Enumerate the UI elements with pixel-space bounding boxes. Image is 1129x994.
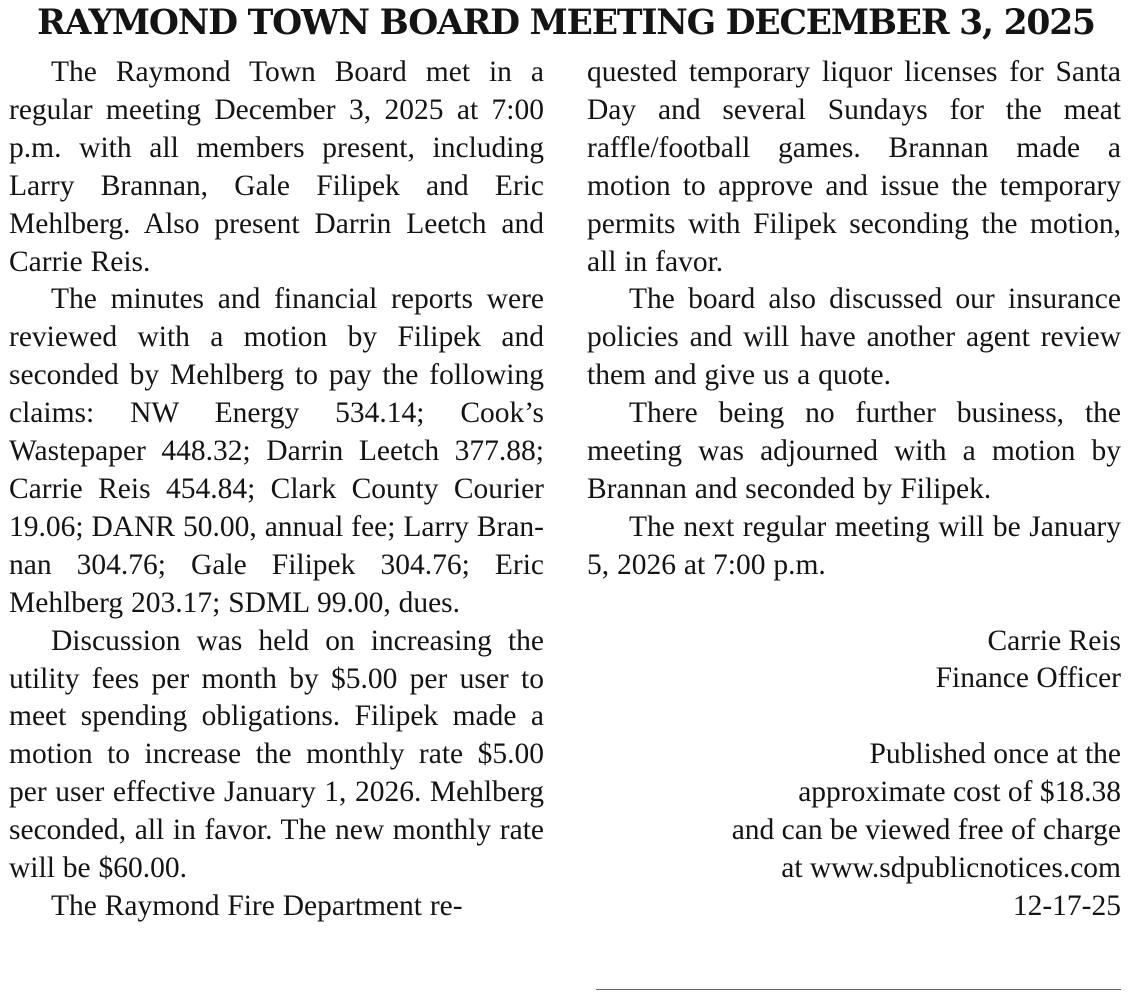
paragraph-fire-department-start: The Raymond Fire Department re- — [51, 889, 463, 922]
paragraph-next-meeting: The next regular meeting will be January 5, 2026 at 7:00 p.m. — [587, 510, 1121, 581]
paragraph-utility-fees: Discussion was held on increasing the utility fees per month by $5.00 per user to meet spending obligations. Filipek made a motion to increase the monthly rate $5.00 per user effective January 1, 2026. Mehlberg seconded, all in favor. The new monthly rate will be $60.00. — [9, 624, 544, 885]
publication-line-1: Published once at the — [869, 738, 1121, 771]
publication-line-2: approximate cost of $18.38 — [798, 776, 1121, 809]
closing-rule — [596, 989, 1121, 990]
paragraph-adjournment: There being no further business, the meeting was adjourned with a motion by Brannan and seconded by Filipek. — [587, 397, 1121, 505]
signature-name: Carrie Reis — [987, 624, 1121, 657]
paragraph-meeting-attendance: The Raymond Town Board met in a regular meeting December 3, 2025 at 7:00 p.m. with all members present, including Larry Brannan, Gale Filipek and Eric Mehlberg. Also present Darrin Leetch and Carrie Reis. — [9, 56, 544, 278]
paragraph-fire-department-continued: quested temporary liquor licenses for Santa Day and several Sundays for the meat raffle/football games. Brannan made a motion to approve and issue the temporary permits with Filipek seconding the motion, all in favor. — [587, 56, 1121, 278]
signature-title: Finance Officer — [935, 662, 1121, 695]
paragraph-insurance: The board also discussed our insurance policies and will have another agent review them and give us a quote. — [587, 283, 1121, 392]
paragraph-claims: The minutes and financial reports were reviewed with a motion by Filipek and seconded by Mehlberg to pay the following claims: NW Energy 534.14; Cook’s Wastepaper 448.32; Darrin Leetch 377.88; Carrie Reis 454.84; Clark County Courier 19.06; DANR 50.00, annual fee; Larry Brannan 304.76; Gale Filipek 304.76; Eric Mehlberg 203.17; SDML 99.00, dues. — [9, 283, 544, 619]
publication-line-3: and can be viewed free of charge — [731, 814, 1121, 847]
left-column — [9, 54, 544, 926]
right-column — [587, 54, 1121, 926]
publication-date: 12-17-25 — [1012, 889, 1121, 922]
notice-headline: RAYMOND TOWN BOARD MEETING DECEMBER 3, 2025 — [37, 3, 1095, 43]
signature-block — [587, 623, 1121, 699]
publication-line-4: at www.sdpublicnotices.com — [781, 852, 1121, 884]
publication-block — [587, 736, 1121, 926]
